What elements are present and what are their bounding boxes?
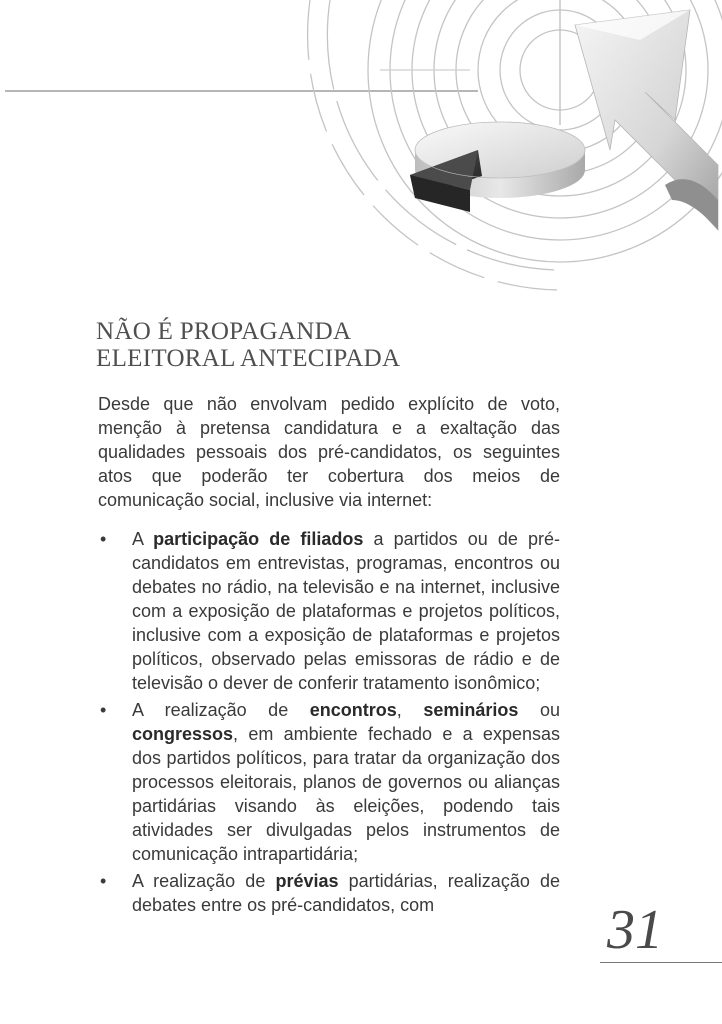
item-text-post: a partidos ou de pré-candidatos em entrevistas, programas, encontros ou debates no rádio, na televisão e na internet, inclusive com a exposição de plataformas e projetos políticos, inclusive com a exposição de plataformas e projetos políticos, observado pelas emissoras de rádio e de televisão o dever de conferir tratamento isonômico; [132,529,561,693]
item-bold-term: congressos [132,724,234,744]
header-graphic [0,0,722,300]
item-bold-term: prévias [275,871,339,891]
item-text-post: , em ambiente fechado e a expensas dos partidos políticos, para tratar da organização dos processos eleitorais, planos de governos ou alianças partidárias visando às eleições, podendo tais atividades ser divulgadas pelos instrumentos de comunicação intrapartidária; [132,724,560,864]
arrow-up-icon [575,10,718,230]
list-item [98,527,560,695]
heading-line-2: ELEITORAL ANTECIPADA [96,345,401,372]
heading-line-1: NÃO É PROPAGANDA [96,318,352,345]
bullet-icon: • [100,871,107,891]
list-item [98,869,560,917]
bullet-icon: • [100,529,107,549]
item-bold-term: participação de filiados [153,529,364,549]
item-text-pre: A [132,529,154,549]
intro-paragraph: Desde que não envolvam pedido explícito de voto, menção à pretensa candidatura e a exaltação das qualidades pessoais dos pré-candidatos, os seguintes atos que poderão ter cobertura dos meios de comunicação social, inclusive via internet: [98,394,560,510]
page-number-rule [600,962,722,963]
bullet-list [98,527,560,920]
item-text-post: partidárias, realização de debates entre os pré-candidatos, com [132,871,560,915]
bullet-icon: • [100,700,107,720]
list-item [98,698,560,866]
item-text-pre: A realização de [132,871,276,891]
item-bold-term: encontros [309,700,397,720]
item-text-mid: ou [518,700,560,720]
pie-chart-icon [410,122,585,212]
item-bold-term: seminários [423,700,519,720]
item-text-pre: A realização de [132,700,310,720]
page-number: 31 [607,899,663,961]
section-heading [96,318,576,372]
item-text-mid: , [396,700,424,720]
